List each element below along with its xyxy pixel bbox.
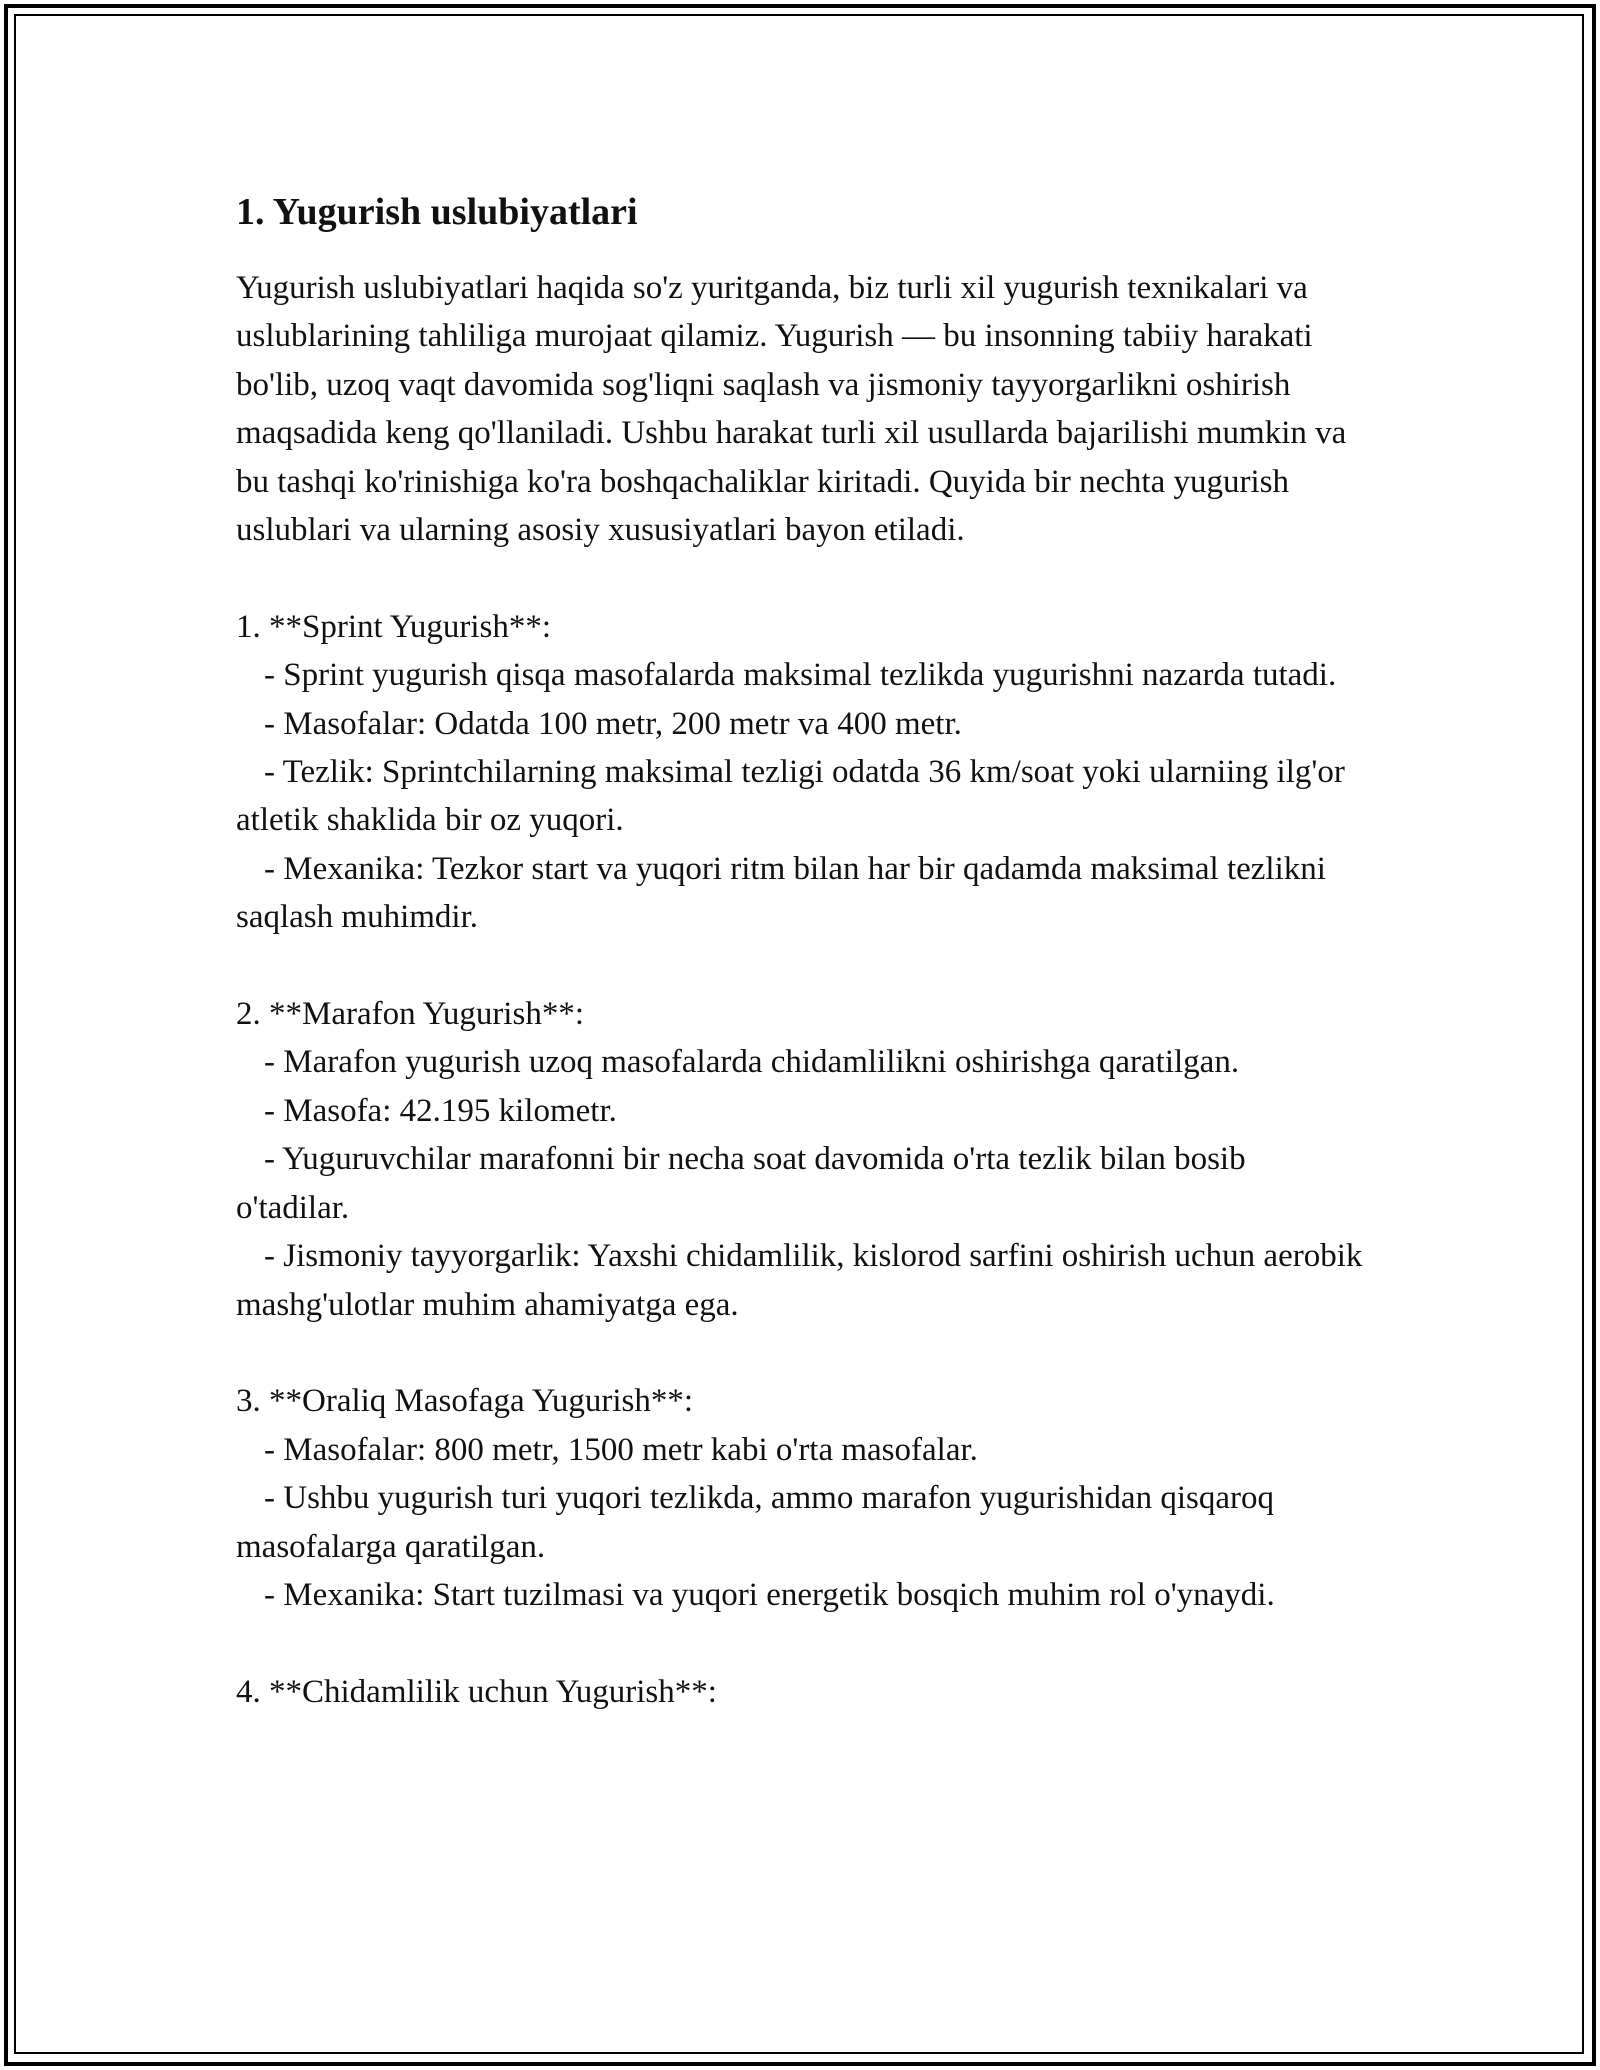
list-item: - Tezlik: Sprintchilarning maksimal tezligi odatda 36 km/soat yoki ularniing ilg'or atletik shaklida bir oz yuqori. xyxy=(236,754,1345,839)
section-title: 4. **Chidamlilik uchun Yugurish**: xyxy=(236,1673,717,1710)
list-item: - Masofa: 42.195 kilometr. xyxy=(264,1092,617,1129)
list-item: - Masofalar: Odatda 100 metr, 200 metr va 400 metr. xyxy=(264,705,962,742)
section-marathon xyxy=(236,990,1366,1329)
list-item: - Mexanika: Tezkor start va yuqori ritm bilan har bir qadamda maksimal tezlikni saqlash muhimdir. xyxy=(236,850,1326,936)
intro-paragraph: Yugurish uslubiyatlari haqida so'z yuritganda, biz turli xil yugurish texnikalari va uslublarining tahliliga murojaat qilamiz. Yugurish — bu insonning tabiiy harakati bo'lib, uzoq vaqt davomida sog'liqni saqlash va jismoniy tayyorgarlikni oshirish maqsadida keng qo'llaniladi. Ushbu harakat turli xil usullarda bajarilishi mumkin va bu tashqi ko'rinishiga ko'ra boshqachaliklar kiritadi. Quyida bir nechta yugurish uslublari va ularning asosiy xususiyatlari bayon etiladi. xyxy=(236,270,1347,549)
list-item: - Marafon yugurish uzoq masofalarda chidamlilikni oshirishga qaratilgan. xyxy=(264,1044,1240,1081)
section-title: 3. **Oraliq Masofaga Yugurish**: xyxy=(236,1383,694,1420)
section-endurance xyxy=(236,1668,1366,1716)
list-item: - Mexanika: Start tuzilmasi va yuqori energetik bosqich muhim rol o'ynaydi. xyxy=(264,1576,1275,1613)
section-title: 2. **Marafon Yugurish**: xyxy=(236,996,584,1033)
section-sprint xyxy=(236,603,1366,942)
section-title: 1. **Sprint Yugurish**: xyxy=(236,608,552,645)
document-heading: 1. Yugurish uslubiyatlari xyxy=(236,191,638,233)
document-body xyxy=(236,186,1366,1716)
section-spacer xyxy=(236,1329,1366,1377)
section-spacer xyxy=(236,554,1366,602)
list-item: - Masofalar: 800 metr, 1500 metr kabi o'rta masofalar. xyxy=(264,1431,978,1468)
list-item: - Jismoniy tayyorgarlik: Yaxshi chidamlilik, kislorod sarfini oshirish uchun aerobik mashg'ulotlar muhim ahamiyatga ega. xyxy=(236,1238,1363,1323)
list-item: - Ushbu yugurish turi yuqori tezlikda, ammo marafon yugurishidan qisqaroq masofalarga qaratilgan. xyxy=(236,1480,1274,1565)
section-spacer xyxy=(236,942,1366,990)
section-spacer xyxy=(236,1619,1366,1667)
list-item: - Sprint yugurish qisqa masofalarda maksimal tezlikda yugurishni nazarda tutadi. xyxy=(264,657,1337,694)
section-middle-distance xyxy=(236,1377,1366,1619)
list-item: - Yuguruvchilar marafonni bir necha soat davomida o'rta tezlik bilan bosib o'tadilar. xyxy=(236,1141,1246,1226)
